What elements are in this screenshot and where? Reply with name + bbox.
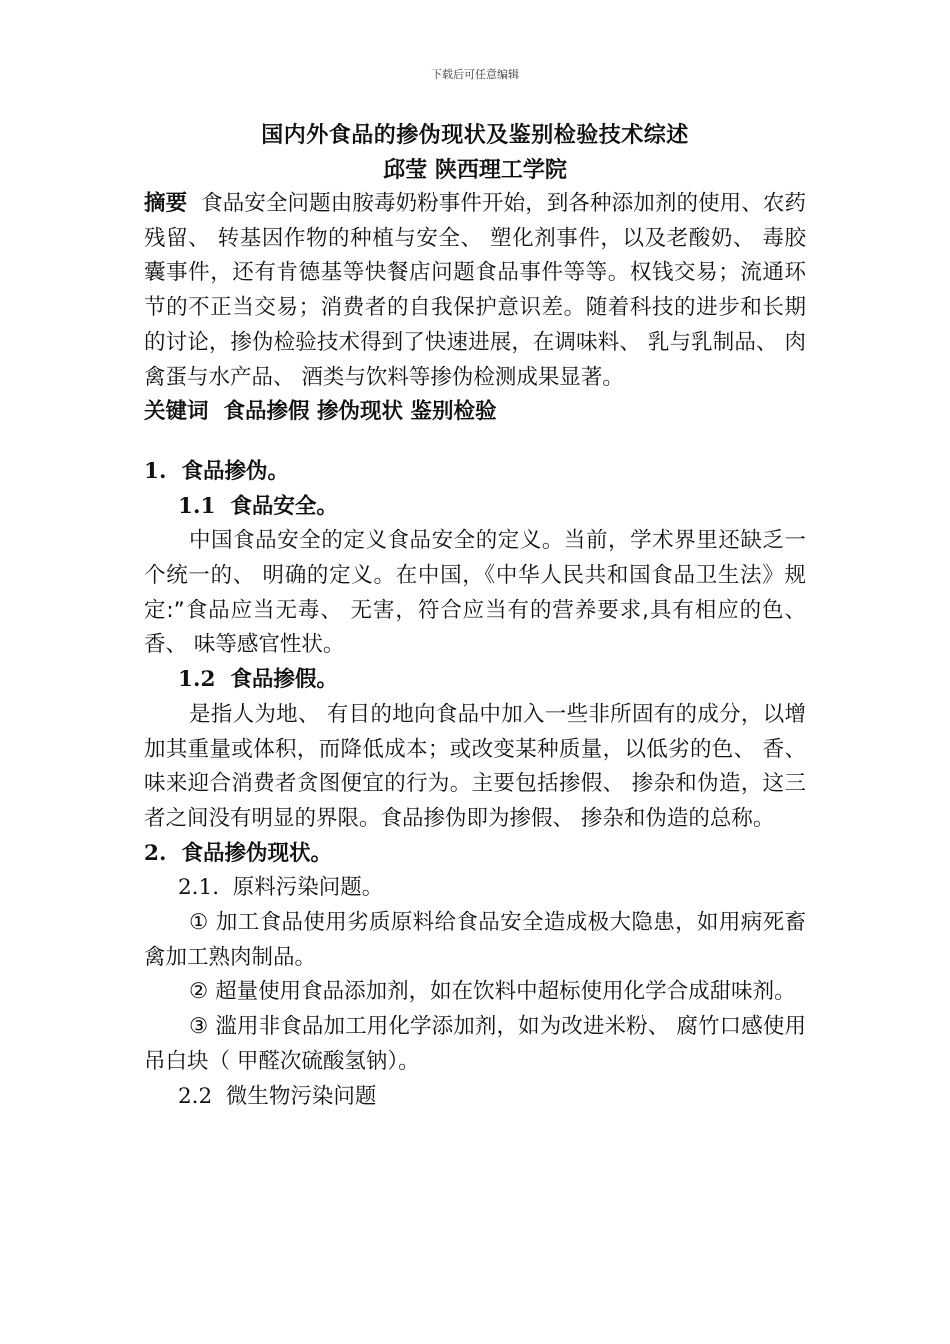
section-1-heading	[144, 455, 806, 490]
section-1-1-title: 食品安全。	[230, 493, 338, 519]
section-1-title: 食品掺伪。	[181, 458, 289, 484]
section-2-2-number: 2.2	[178, 1083, 213, 1109]
section-1-1-heading	[144, 490, 806, 525]
section-2-2-heading	[144, 1080, 806, 1115]
section-1-2-number: 1.2	[178, 667, 216, 693]
section-2-number: 2.	[144, 840, 167, 866]
section-2-1-title: 原料污染问题。	[232, 875, 384, 901]
section-2-heading	[144, 837, 806, 872]
keywords-text: 食品掺假 掺伪现状 鉴别检验	[223, 399, 497, 425]
abstract-text: 食品安全问题由胺毒奶粉事件开始，到各种添加剂的使用、农药残留、 转基因作物的种植与安全、 塑化剂事件，以及老酸奶、 毒胶囊事件，还有肯德基等快餐店问题食品事件等等。权钱交易；流通环节的不正当交易；消费者的自我保护意识差。随着科技的进步和长期的讨论，掺伪检验技术得到了快速进展，在调味料、 乳与乳制品、 肉禽蛋与水产品、 酒类与饮料等掺伪检测成果显著。	[144, 191, 806, 390]
section-2-1-item-1: ① 加工食品使用劣质原料给食品安全造成极大隐患，如用病死畜禽加工熟肉制品。	[144, 910, 806, 970]
section-1-1-number: 1.1	[178, 493, 216, 519]
document-title: 国内外食品的掺伪现状及鉴别检验技术综述	[261, 123, 689, 148]
section-1-1-text: 中国食品安全的定义食品安全的定义。当前，学术界里还缺乏一个统一的、 明确的定义。在中国，《中华人民共和国食品卫生法》规定:”食品应当无毒、 无害，符合应当有的营养要求,具有相应的色、 香、 味等感官性状。	[144, 528, 806, 658]
section-2-1-item-2: ② 超量使用食品添加剂，如在饮料中超标使用化学合成甜味剂。	[189, 979, 796, 1005]
abstract-label: 摘要	[144, 191, 188, 216]
spacer	[144, 430, 806, 455]
abstract-paragraph	[144, 187, 806, 395]
page-header-note: 下载后可任意编辑	[431, 68, 519, 81]
section-2-title: 食品掺伪现状。	[181, 840, 332, 866]
section-2-1-number: 2.1.	[178, 875, 220, 901]
keywords-paragraph	[144, 395, 806, 430]
section-1-2-title: 食品掺假。	[230, 667, 338, 693]
keywords-label: 关键词	[144, 399, 209, 425]
section-2-2-title: 微生物污染问题	[225, 1083, 377, 1109]
document-body	[144, 187, 806, 1114]
author-line: 邱莹 陕西理工学院	[383, 158, 567, 183]
section-1-number: 1.	[144, 458, 167, 484]
section-1-2-text: 是指人为地、 有目的地向食品中加入一些非所固有的成分，以增加其重量或体积，而降低成本；或改变某种质量，以低劣的色、 香、 味来迎合消费者贪图便宜的行为。主要包括掺假、 掺杂和伪造，这三者之间没有明显的界限。食品掺伪即为掺假、 掺杂和伪造的总称。	[144, 701, 806, 831]
section-2-1-item-3: ③ 滥用非食品加工用化学添加剂，如为改进米粉、 腐竹口感使用吊白块（ 甲醛次硫酸氢钠）。	[144, 1014, 806, 1074]
section-1-2-heading	[144, 663, 806, 698]
section-2-1-heading	[144, 871, 806, 906]
